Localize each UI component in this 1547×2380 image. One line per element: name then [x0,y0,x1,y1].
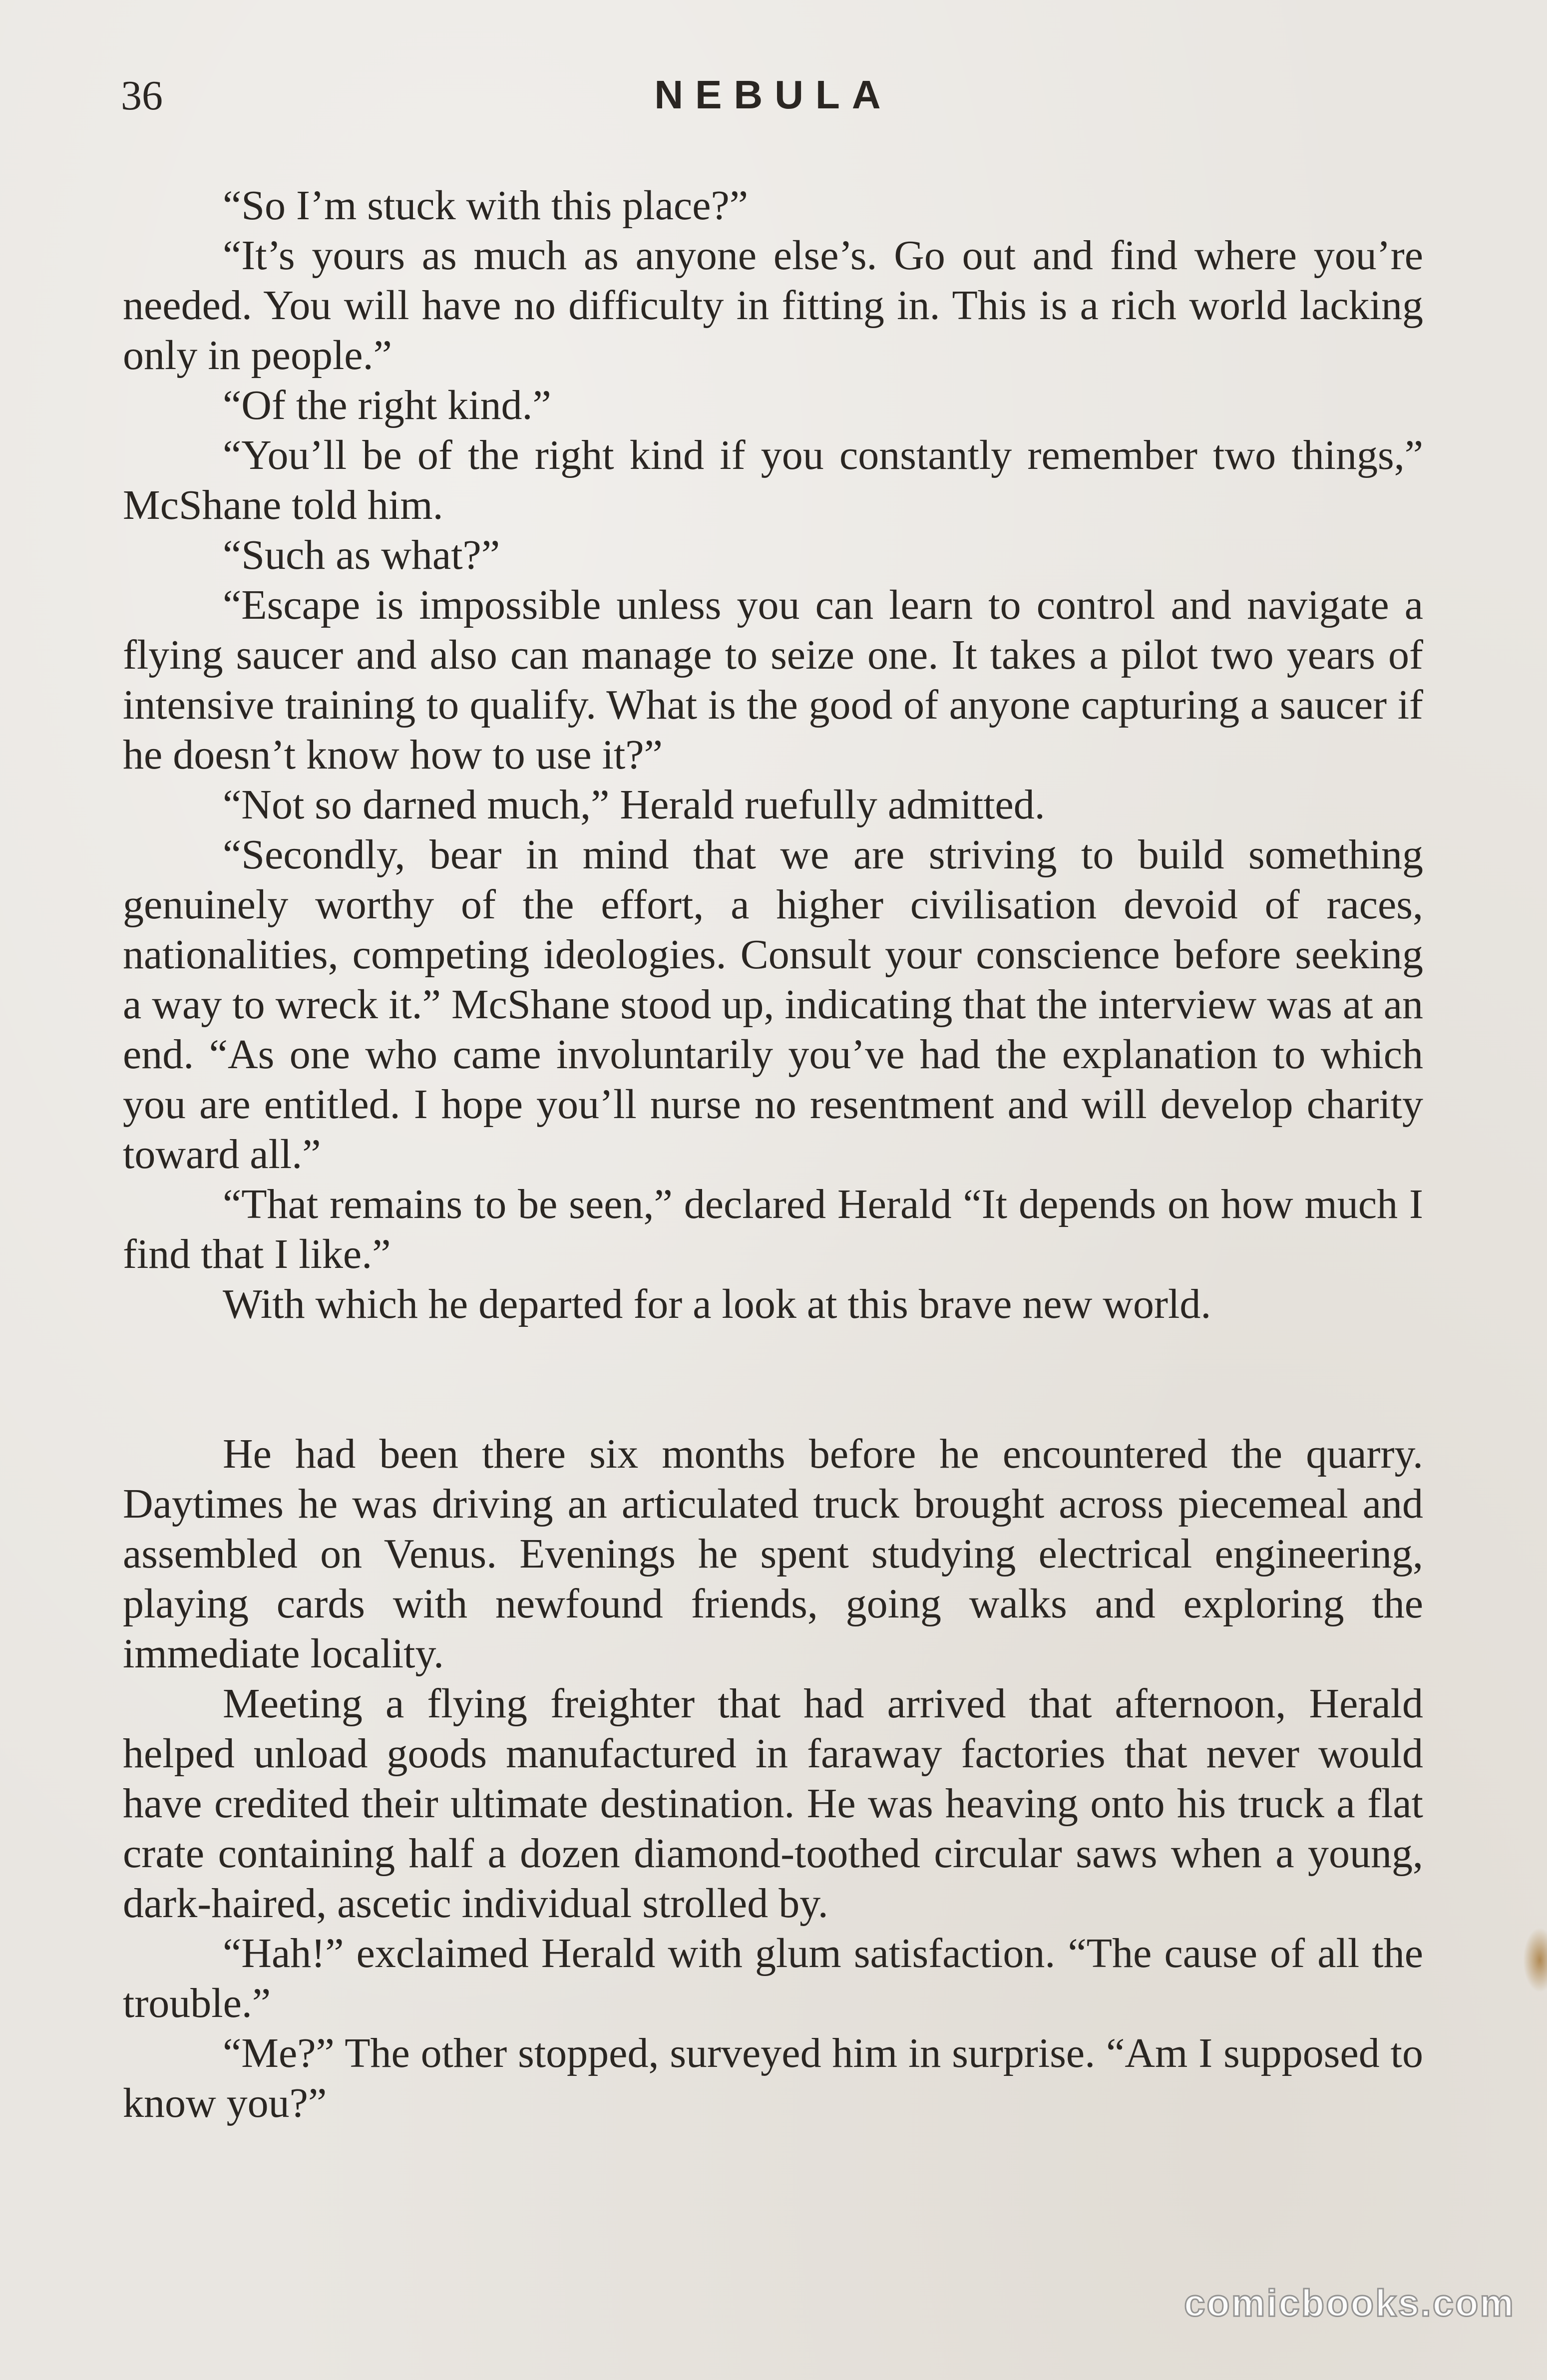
paragraph: “You’ll be of the right kind if you constantly remember two things,” McShane told him. [123,432,1423,528]
paragraph: He had been there six months before he encountered the quarry. Daytimes he was driving an articulated truck brought across piecemeal and assembled on Venus. Evenings he spent studying electrical engineering, playing cards with newfound friends, going walks and exploring the immediate locality. [123,1431,1423,1677]
paragraph: “It’s yours as much as anyone else’s. Go out and find where you’re needed. You will have no difficulty in fitting in. This is a rich world lacking only in people.” [123,232,1423,379]
paragraph: “Of the right kind.” [223,382,551,428]
running-head: NEBULA [654,72,893,117]
story-text [123,181,1423,2128]
paragraph: “That remains to be seen,” declared Herald “It depends on how much I find that I like.” [123,1181,1423,1277]
paper-stain [1523,1928,1547,1992]
paragraph: “Me?” The other stopped, surveyed him in surprise. “Am I supposed to know you?” [123,2030,1423,2126]
paragraph: “Secondly, bear in mind that we are striving to build something genuinely worthy of the effort, a higher civilisation devoid of races, nationalities, competing ideologies. Consult your conscience before seeking a way to wreck it.” McShane stood up, indicating that the interview was at an end. “As one who came involuntarily you’ve had the explanation to which you are entitled. I hope you’ll nurse no resentment and will develop charity toward all.” [123,831,1423,1178]
paragraph: Meeting a flying freighter that had arrived that afternoon, Herald helped unload goods manufactured in faraway factories that never would have credited their ultimate destination. He was heaving onto his truck a flat crate containing half a dozen diamond-toothed circular saws when a young, dark-haired, ascetic individual strolled by. [123,1680,1423,1927]
section-break [123,1329,1423,1429]
paragraph: “Such as what?” [223,532,500,578]
paragraph: “Escape is impossible unless you can learn to control and navigate a flying saucer and also can manage to seize one. It takes a pilot two years of intensive training to qualify. What is the good of anyone capturing a saucer if he doesn’t know how to use it?” [123,582,1423,778]
paragraph: “So I’m stuck with this place?” [223,182,749,229]
watermark: comicbooks.com [1184,2282,1515,2325]
paragraph: “Not so darned much,” Herald ruefully admitted. [223,782,1045,828]
paragraph: “Hah!” exclaimed Herald with glum satisfaction. “The cause of all the trouble.” [123,1930,1423,2026]
page-number: 36 [121,72,163,119]
paragraph: With which he departed for a look at this brave new world. [223,1281,1211,1327]
